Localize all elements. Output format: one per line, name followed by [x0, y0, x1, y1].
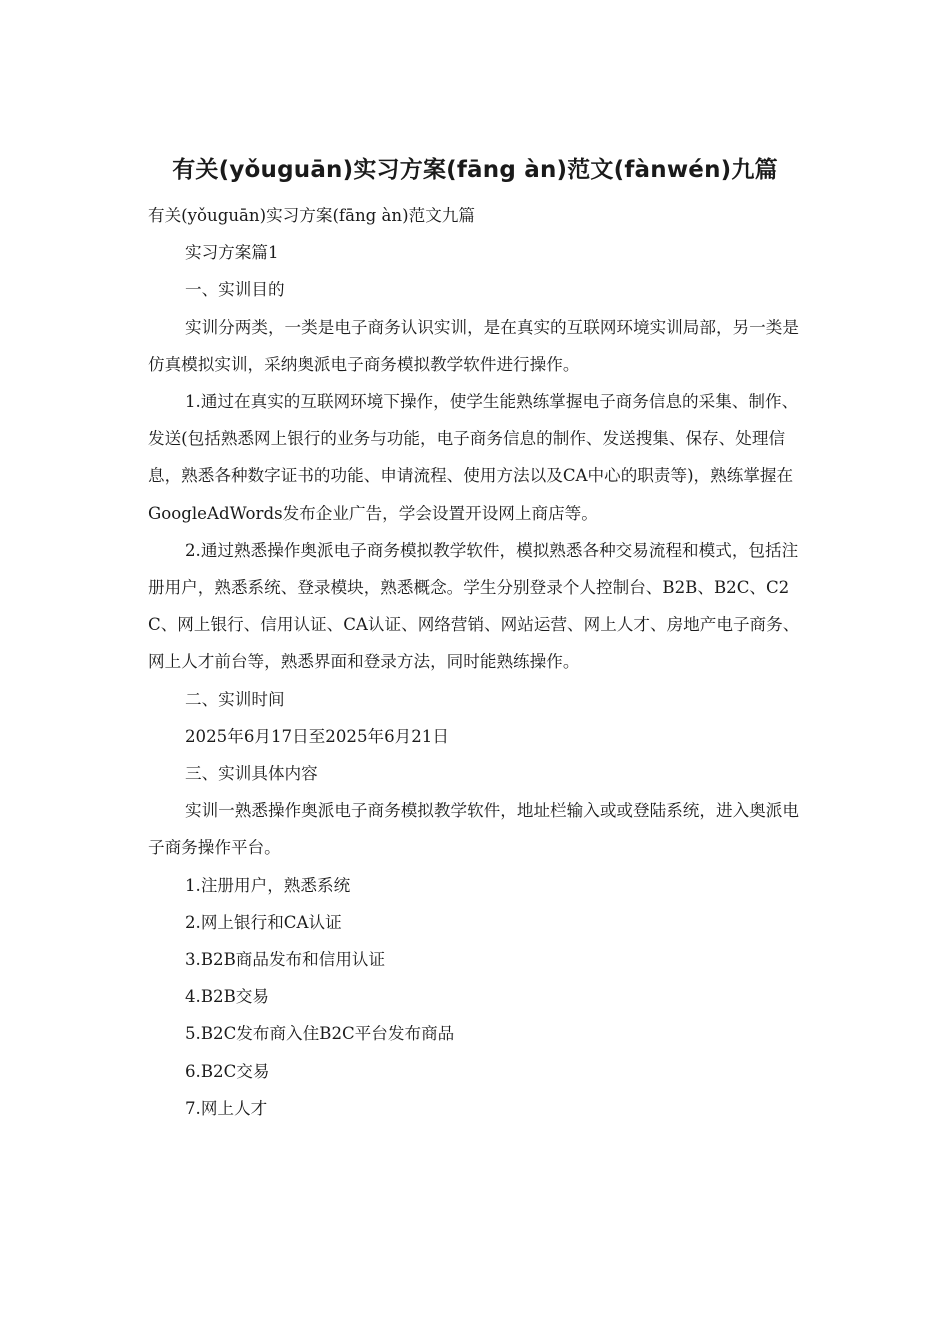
body-paragraph: 2.通过熟悉操作奥派电子商务模拟教学软件，模拟熟悉各种交易流程和模式，包括注册用户，熟悉系统、登录模块，熟悉概念。学生分别登录个人控制台、B2B、B2C、C2C、网上银行、信用认证、CA认证、网络营销、网站运营、网上人才、房地产电子商务、网上人才前台等，熟悉界面和登录方法，同时能熟练操作。: [148, 540, 800, 672]
document-body: [148, 197, 802, 1127]
list-item: 6.B2C交易: [185, 1061, 270, 1081]
list-item: 5.B2C发布商入住B2C平台发布商品: [185, 1024, 455, 1044]
section-heading: 二、实训时间: [185, 689, 285, 709]
body-paragraph: 实训一熟悉操作奥派电子商务模拟教学软件，地址栏输入或或登陆系统，进入奥派电子商务操作平台。: [148, 801, 799, 858]
body-paragraph: 1.通过在真实的互联网环境下操作，使学生能熟练掌握电子商务信息的采集、制作、发送(包括熟悉网上银行的业务与功能，电子商务信息的制作、发送搜集、保存、处理信息，熟悉各种数字证书的功能、申请流程、使用方法以及CA中心的职责等)，熟练掌握在GoogleAdWords发布企业广告，学会设置开设网上商店等。: [148, 392, 799, 523]
section-heading: 三、实训具体内容: [185, 764, 318, 784]
body-paragraph: 2025年6月17日至2025年6月21日: [185, 726, 449, 746]
subtitle-paragraph: 有关(yǒuguān)实习方案(fāng àn)范文九篇: [148, 206, 475, 225]
list-item: 2.网上银行和CA认证: [185, 912, 342, 932]
list-item: 4.B2B交易: [185, 987, 269, 1007]
document-title: 有关(yǒuguān)实习方案(fāng àn)范文(fànwén)九篇: [172, 157, 778, 183]
section-heading: 一、实训目的: [185, 280, 285, 300]
section-heading: 实习方案篇1: [185, 243, 279, 263]
body-paragraph: 实训分两类，一类是电子商务认识实训，是在真实的互联网环境实训局部，另一类是仿真模拟实训，采纳奥派电子商务模拟教学软件进行操作。: [148, 317, 799, 374]
list-item: 1.注册用户，熟悉系统: [185, 875, 351, 895]
list-item: 3.B2B商品发布和信用认证: [185, 950, 386, 970]
list-item: 7.网上人才: [185, 1098, 268, 1118]
